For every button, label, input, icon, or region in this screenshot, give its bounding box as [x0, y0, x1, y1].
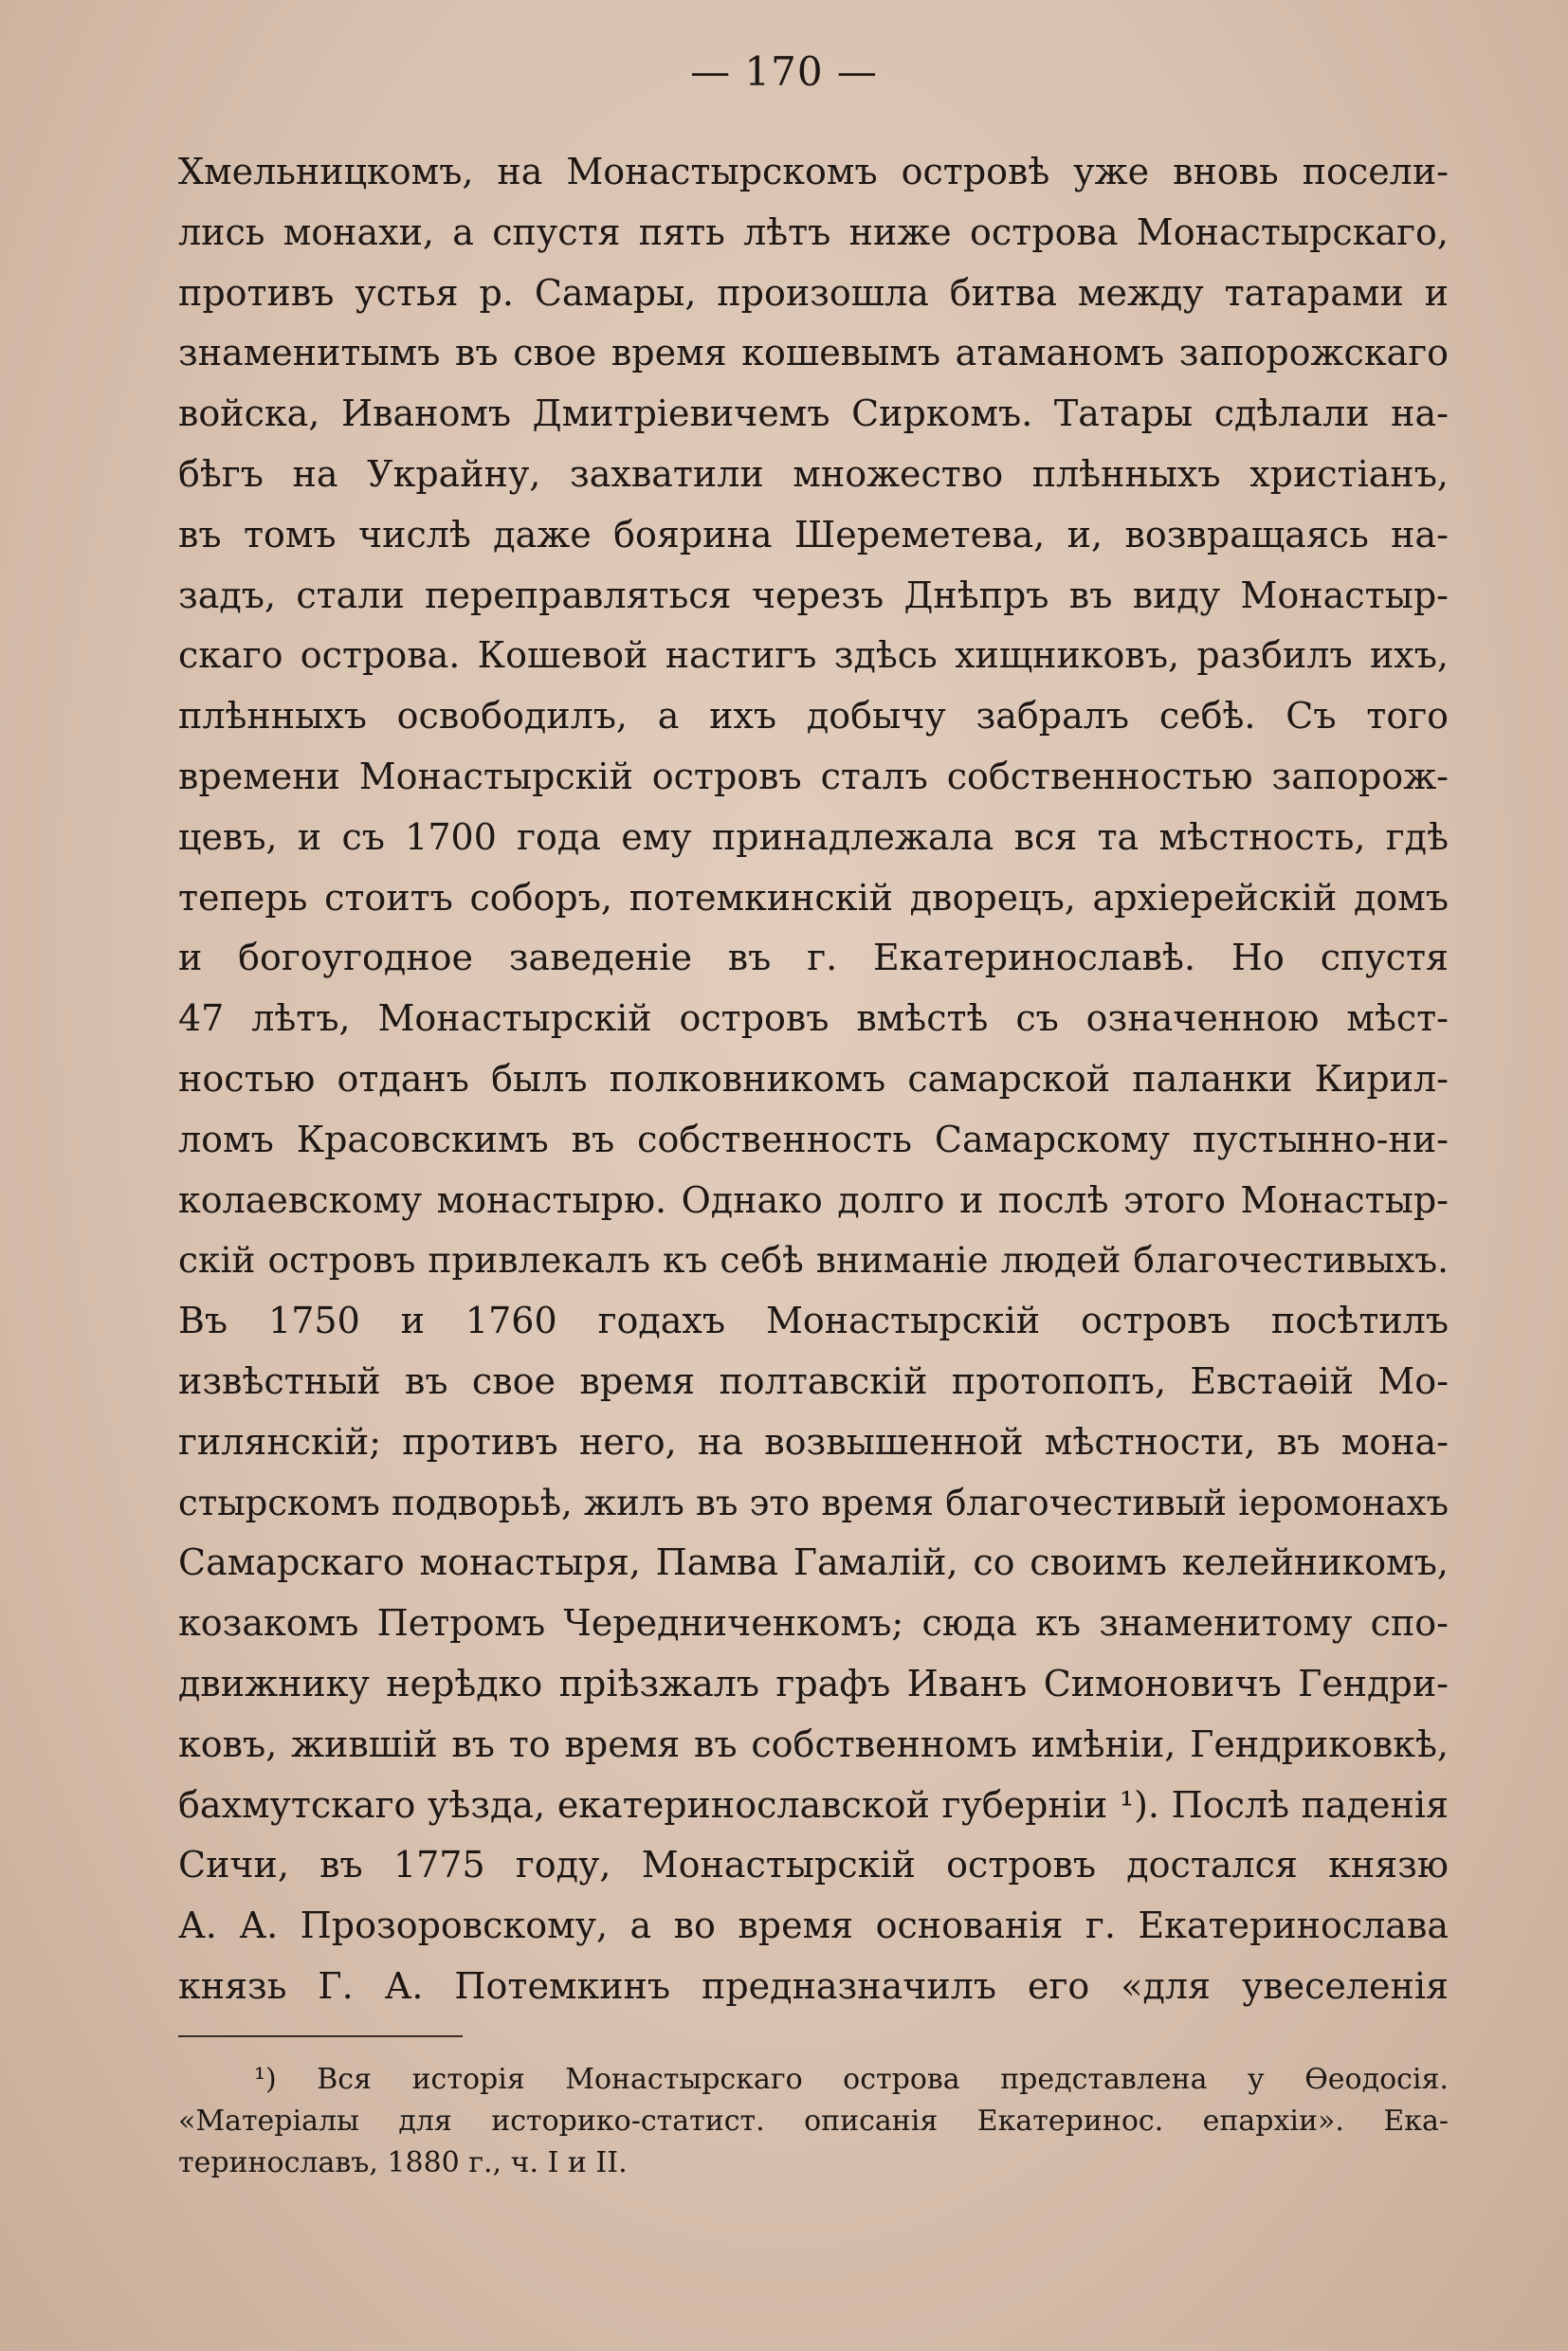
footnote-line: «Матеріалы для историко-статист. описанія Екатеринос. епархіи». Ека-	[178, 2105, 1449, 2138]
text-line: Сичи, въ 1775 году, Монастырскій островъ достался князю	[178, 1844, 1449, 1886]
text-line: извѣстный въ свое время полтавскій протопопъ, Евстаѳій Мо-	[178, 1359, 1449, 1402]
text-line: Хмельницкомъ, на Монастырскомъ островѣ уже вновь посели-	[178, 151, 1449, 192]
text-line: лись монахи, а спустя пять лѣтъ ниже острова Монастырскаго,	[178, 210, 1449, 253]
text-line: бѣгъ на Украйну, захватили множество плѣнныхъ христіанъ,	[178, 452, 1449, 495]
text-line: движнику нерѣдко пріѣзжалъ графъ Иванъ Симоновичъ Гендри-	[178, 1662, 1449, 1704]
text-line: Въ 1750 и 1760 годахъ Монастырскій островъ посѣтилъ	[178, 1300, 1449, 1342]
text-line: скаго острова. Кошевой настигъ здѣсь хищниковъ, разбилъ ихъ,	[178, 634, 1449, 677]
text-line: А. А. Прозоровскому, а во время основанія г. Екатеринослава	[178, 1904, 1449, 1947]
text-line: колаевскому монастырю. Однако долго и послѣ этого Монастыр-	[178, 1178, 1449, 1221]
footnote-divider	[178, 2035, 463, 2037]
footnote-line: теринославъ, 1880 г., ч. I и II.	[178, 2146, 628, 2179]
text-line: войска, Иваномъ Дмитріевичемъ Сиркомъ. Татары сдѣлали на-	[178, 392, 1449, 435]
text-line: скій островъ привлекалъ къ себѣ вниманіе людей благочестивыхъ.	[178, 1239, 1449, 1282]
text-line: плѣнныхъ освободилъ, а ихъ добычу забралъ себѣ. Съ того	[178, 695, 1449, 738]
text-line: гилянскій; противъ него, на возвышенной мѣстности, въ мона-	[178, 1420, 1449, 1463]
text-line: ностью отданъ былъ полковникомъ самарской паланки Кирил-	[178, 1057, 1449, 1100]
text-line: въ томъ числѣ даже боярина Шереметева, и, возвращаясь на-	[178, 513, 1449, 556]
page-number: — 170 —	[690, 48, 878, 95]
text-line: знаменитымъ въ свое время кошевымъ атаманомъ запорожскаго	[178, 332, 1449, 374]
main-text	[178, 142, 1449, 2017]
text-line: князь Г. А. Потемкинъ предназначилъ его «для увеселенія	[178, 1964, 1449, 2007]
text-line: стырскомъ подворьѣ, жилъ въ это время благочестивый іеромонахъ	[178, 1482, 1449, 1523]
text-line: бахмутскаго уѣзда, екатеринославской губерніи ¹). Послѣ паденія	[178, 1783, 1449, 1826]
text-line: Самарскаго монастыря, Памва Гамалій, со своимъ келейникомъ,	[178, 1541, 1449, 1584]
footnote-line: ¹) Вся исторія Монастырскаго острова представлена у Ѳеодосія.	[254, 2063, 1449, 2096]
text-line: и богоугодное заведеніе въ г. Екатеринославѣ. Но спустя	[178, 937, 1449, 979]
text-line: задъ, стали переправляться черезъ Днѣпръ въ виду Монастыр-	[178, 574, 1449, 616]
text-line: козакомъ Петромъ Чередниченкомъ; сюда къ знаменитому спо-	[178, 1602, 1449, 1645]
text-line: 47 лѣтъ, Монастырскій островъ вмѣстѣ съ означенною мѣст-	[178, 997, 1449, 1040]
text-line: ковъ, жившій въ то время въ собственномъ имѣніи, Гендриковкѣ,	[178, 1722, 1449, 1765]
text-line: теперь стоитъ соборъ, потемкинскій дворецъ, архіерейскій домъ	[178, 876, 1449, 919]
text-line: цевъ, и съ 1700 года ему принадлежала вся та мѣстность, гдѣ	[178, 815, 1449, 858]
text-line: ломъ Красовскимъ въ собственность Самарскому пустынно-ни-	[178, 1118, 1449, 1160]
text-line: противъ устья р. Самары, произошла битва между татарами и	[178, 271, 1449, 314]
text-line: времени Монастырскій островъ сталъ собственностью запорож-	[178, 755, 1449, 797]
footnotes	[178, 2059, 1449, 2184]
